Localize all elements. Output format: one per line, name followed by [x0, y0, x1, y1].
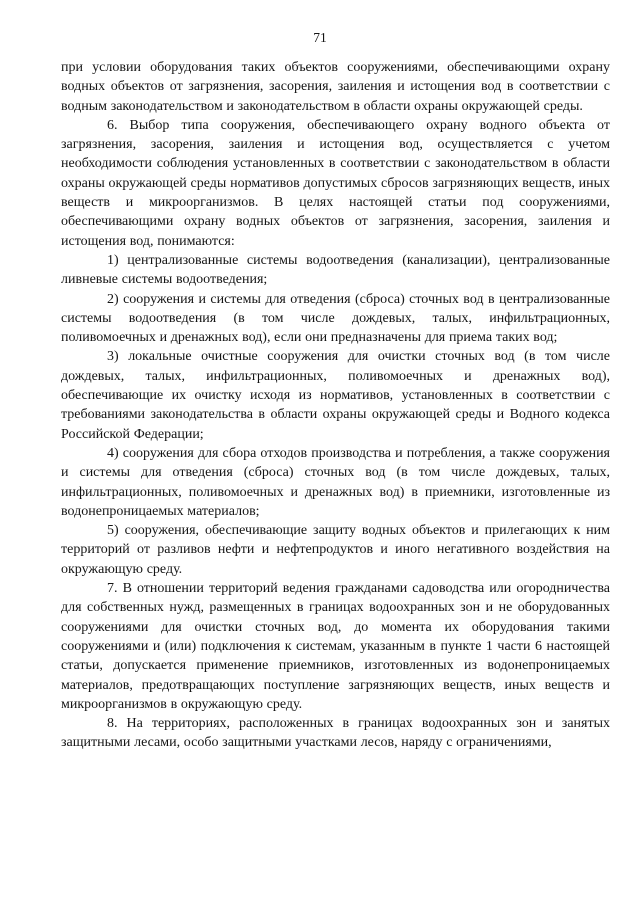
paragraph-item-6: 6. Выбор типа сооружения, обеспечивающего охрану водного объекта от загрязнения, засорения, заиления и истощения вод, осуществляется с учетом необходимости соблюдения установленных в соответствии с законодательством в области охраны окружающей среды нормативов допустимых сбросов загрязняющих веществ, иных веществ и микроорганизмов. В целях настоящей статьи под сооружениями, обеспечивающими охрану водных объектов от загрязнения, засорения, заиления и истощения вод, понимаются:	[61, 117, 610, 249]
paragraph: при условии оборудования таких объектов сооружениями, обеспечивающими охрану водных объектов от загрязнения, засорения, заиления и истощения вод в соответствии с водным законодательством и законодательством в области охраны окружающей среды.	[61, 60, 610, 114]
document-body	[61, 58, 610, 753]
list-item-3: 3) локальные очистные сооружения для очистки сточных вод (в том числе дождевых, талых, инфильтрационных, поливомоечных и дренажных вод), обеспечивающие их очистку исходя из нормативов, установленных в соответствии с требованиями законодательства в области охраны окружающей среды и Водного кодекса Российской Федерации;	[61, 349, 610, 442]
list-item-2: 2) сооружения и системы для отведения (сброса) сточных вод в централизованные системы водоотведения (в том числе дождевых, талых, инфильтрационных, поливомоечных и дренажных вод), если они предназначены для приема таких вод;	[61, 291, 610, 346]
page-number: 71	[313, 30, 327, 45]
paragraph-item-7: 7. В отношении территорий ведения гражданами садоводства или огородничества для собственных нужд, размещенных в границах водоохранных зон и не оборудованных сооружениями для очистки сточных вод, до момента их оборудования такими сооружениями и (или) подключения к системам, указанным в пункте 1 части 6 настоящей статьи, допускается применение приемников, изготовленных из водонепроницаемых материалов, предотвращающих поступление загрязняющих веществ, иных веществ и микроорганизмов в окружающую среду.	[61, 581, 610, 712]
paragraph-item-8: 8. На территориях, расположенных в границах водоохранных зон и занятых защитными лесами, особо защитными участками лесов, наряду с ограничениями,	[61, 716, 610, 751]
list-item-4: 4) сооружения для сбора отходов производства и потребления, а также сооружения и системы для отведения (сброса) сточных вод (в том числе дождевых, талых, инфильтрационных, поливомоечных и дренажных вод) в приемники, изготовленные из водонепроницаемых материалов;	[61, 445, 610, 519]
list-item-5: 5) сооружения, обеспечивающие защиту водных объектов и прилегающих к ним территорий от разливов нефти и нефтепродуктов и иного негативного воздействия на окружающую среду.	[61, 523, 610, 577]
list-item-1: 1) централизованные системы водоотведения (канализации), централизованные ливневые системы водоотведения;	[61, 252, 610, 288]
